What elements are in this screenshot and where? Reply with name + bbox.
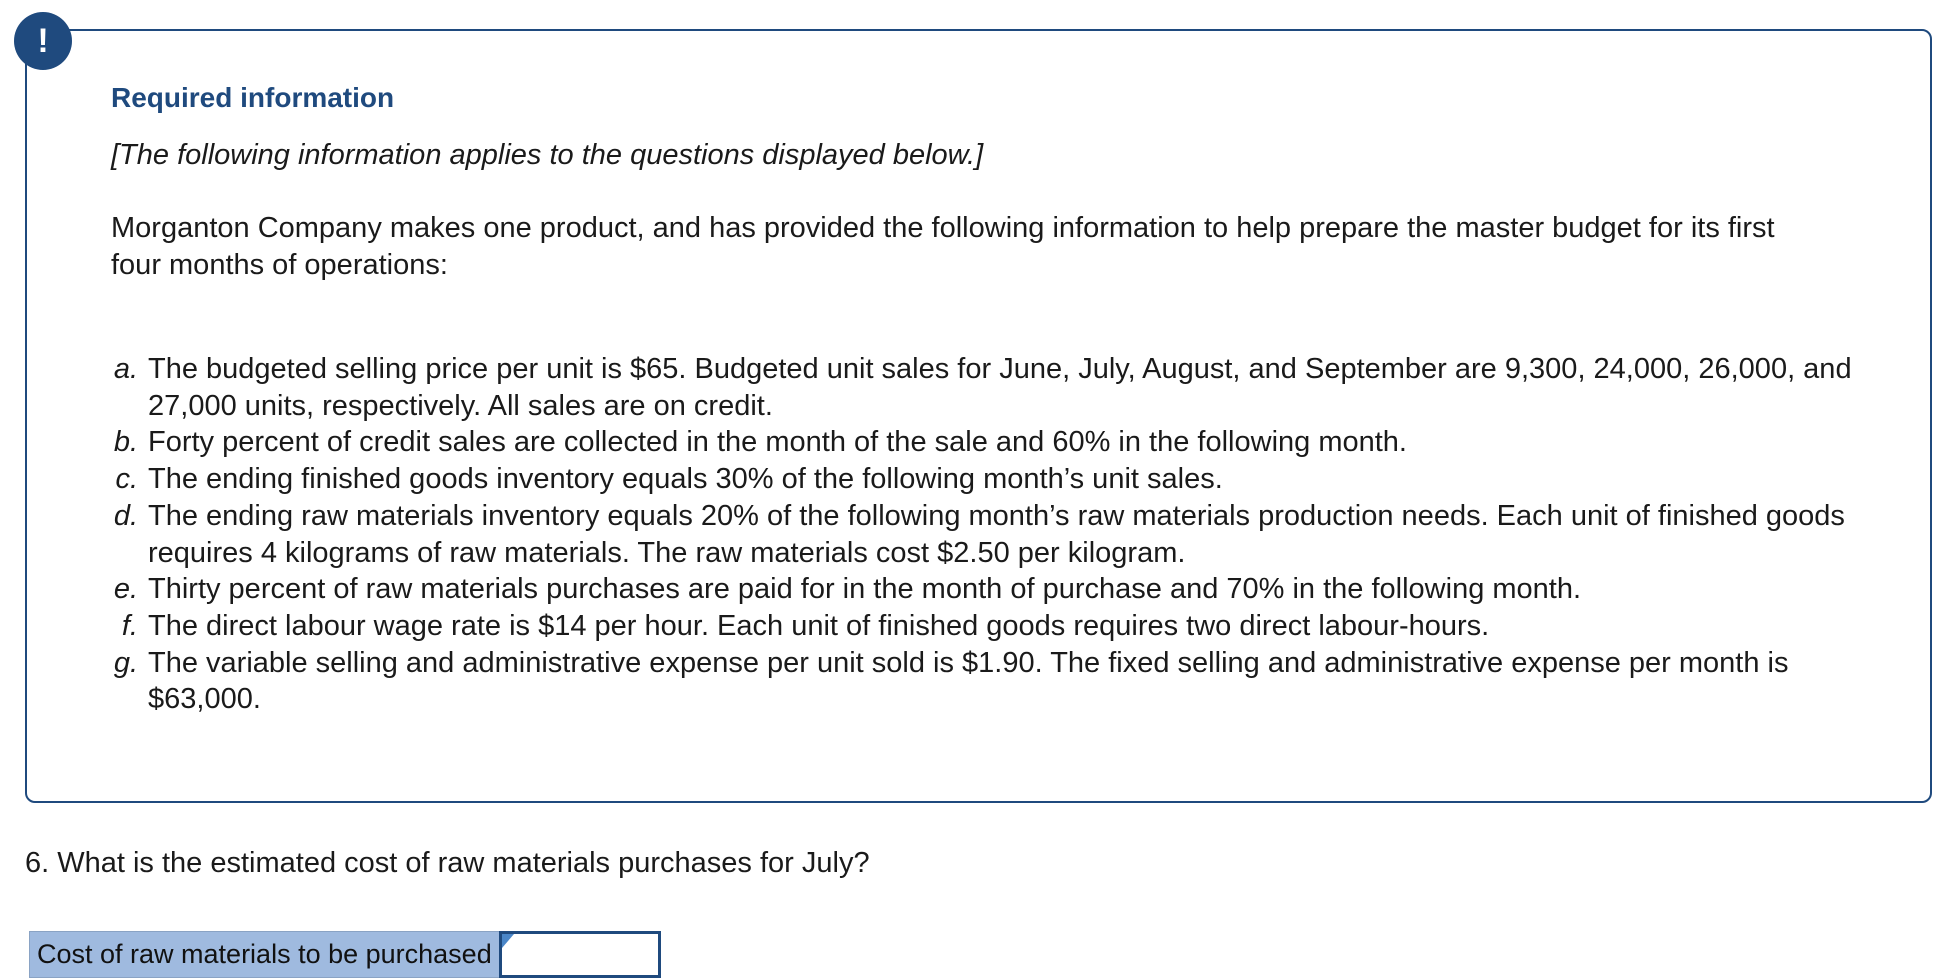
question-text: 6. What is the estimated cost of raw materials purchases for July?	[25, 847, 870, 879]
item-text: The ending raw materials inventory equals 20% of the following month’s raw materials production needs. Each unit of finished goods requires 4 kilograms of raw materials. The raw materials cost $2.50 per kilogram.	[148, 499, 1845, 569]
item-text: Forty percent of credit sales are collected in the month of the sale and 60% in the following month.	[148, 426, 1407, 459]
answer-cell[interactable]	[499, 931, 661, 978]
list-item-d	[100, 498, 1860, 571]
answer-label: Cost of raw materials to be purchased	[29, 931, 499, 978]
list-item-a	[100, 351, 1860, 424]
item-text: The ending finished goods inventory equals 30% of the following month’s unit sales.	[148, 463, 1223, 496]
item-letter: e.	[113, 573, 138, 606]
exclamation-icon: !	[37, 22, 49, 60]
item-letter: g.	[113, 646, 138, 679]
item-letter: b.	[113, 426, 138, 459]
answer-row	[29, 931, 661, 978]
required-information-title: Required information	[111, 82, 395, 113]
item-letter: c.	[115, 463, 138, 496]
item-letter: f.	[121, 609, 138, 642]
item-text: The variable selling and administrative expense per unit sold is $1.90. The fixed selling and administrative expense per month is $63,000.	[148, 646, 1789, 716]
list-item-g	[100, 645, 1860, 718]
applies-note: [The following information applies to the questions displayed below.]	[111, 139, 984, 171]
item-text: The direct labour wage rate is $14 per hour. Each unit of finished goods requires two direct labour-hours.	[148, 609, 1490, 642]
alert-badge	[14, 12, 72, 70]
list-item-b	[100, 424, 1860, 461]
raw-materials-cost-input[interactable]	[502, 934, 658, 975]
information-list	[100, 351, 1860, 718]
intro-paragraph: Morganton Company makes one product, and has provided the following information to help prepare the master budget for its first four months of operations:	[111, 212, 1775, 281]
item-letter: a.	[113, 353, 138, 385]
list-item-e	[100, 571, 1860, 608]
item-letter: d.	[113, 499, 138, 532]
item-text: Thirty percent of raw materials purchases are paid for in the month of purchase and 70% in the following month.	[148, 573, 1582, 606]
list-item-f	[100, 608, 1860, 645]
list-item-c	[100, 461, 1860, 498]
item-text: The budgeted selling price per unit is $65. Budgeted unit sales for June, July, August, and September are 9,300, 24,000, 26,000, and 27,000 units, respectively. All sales are on credit.	[148, 353, 1852, 422]
